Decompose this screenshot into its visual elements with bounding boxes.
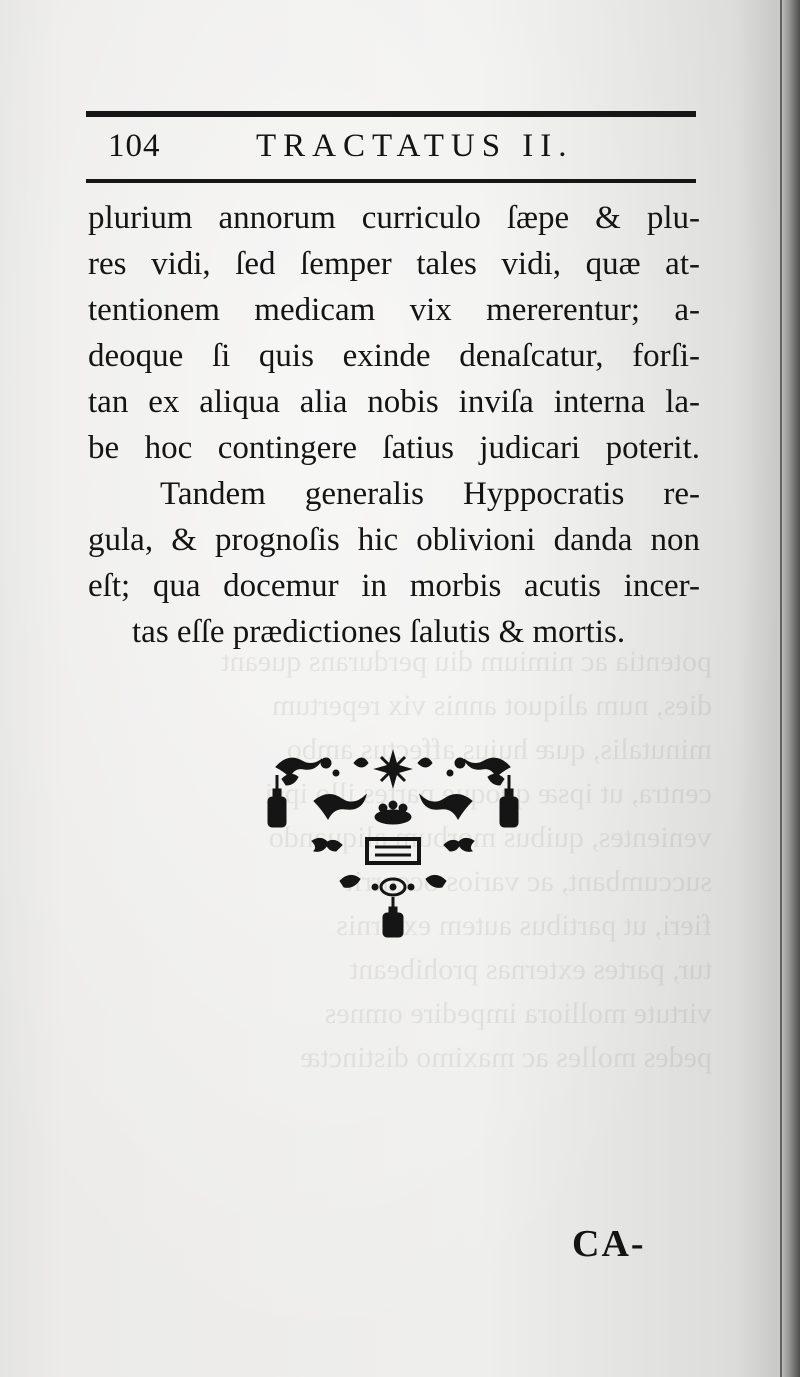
- header-top-rule: [86, 111, 696, 117]
- printers-ornament: [258, 745, 528, 945]
- text-line: plurium annorum curriculo ſæpe & plu-: [88, 200, 700, 236]
- text-line: Tandem generalis Hyppocratis re-: [160, 476, 700, 512]
- page-number: 104: [108, 128, 161, 164]
- text-line: deoque ſi quis exinde denaſcatur, forſi-: [88, 338, 700, 374]
- running-header: [86, 124, 696, 170]
- header-bottom-rule: [86, 179, 696, 183]
- text-line: be hoc contingere ſatius judicari poterit.: [88, 430, 700, 466]
- gutter-edge: [780, 0, 782, 1377]
- text-line: tas eſſe prædictiones ſalutis & mortis.: [132, 614, 626, 650]
- text-line: gula, & prognoſis hic oblivioni danda non: [88, 522, 700, 558]
- text-line: tentionem medicam vix mererentur; a-: [88, 292, 700, 328]
- text-line: eſt; qua docemur in morbis acutis incer-: [88, 568, 700, 604]
- running-title: TRACTATUS II.: [256, 128, 574, 164]
- text-line: res vidi, ſed ſemper tales vidi, quæ at-: [88, 246, 700, 282]
- body-text: [88, 195, 700, 655]
- catchword: CA-: [572, 1223, 646, 1265]
- show-through-text: potentia ac nimium diu perdurans queant dies, num aliquot annis vix repertum minutalis, quæ hujus affectus ambo centra, ut ipsæ quoque partes illo ipsi venientes, quibus morbum aliquando succumbant, ac varios occurrit fieri, ut partibus autem externis tur, partes externas prohibeant virtute molliora impedire omnes pedes molles ac maximo distinctæ: [221, 645, 712, 1074]
- text-line: tan ex aliqua alia nobis inviſa interna la-: [88, 384, 700, 420]
